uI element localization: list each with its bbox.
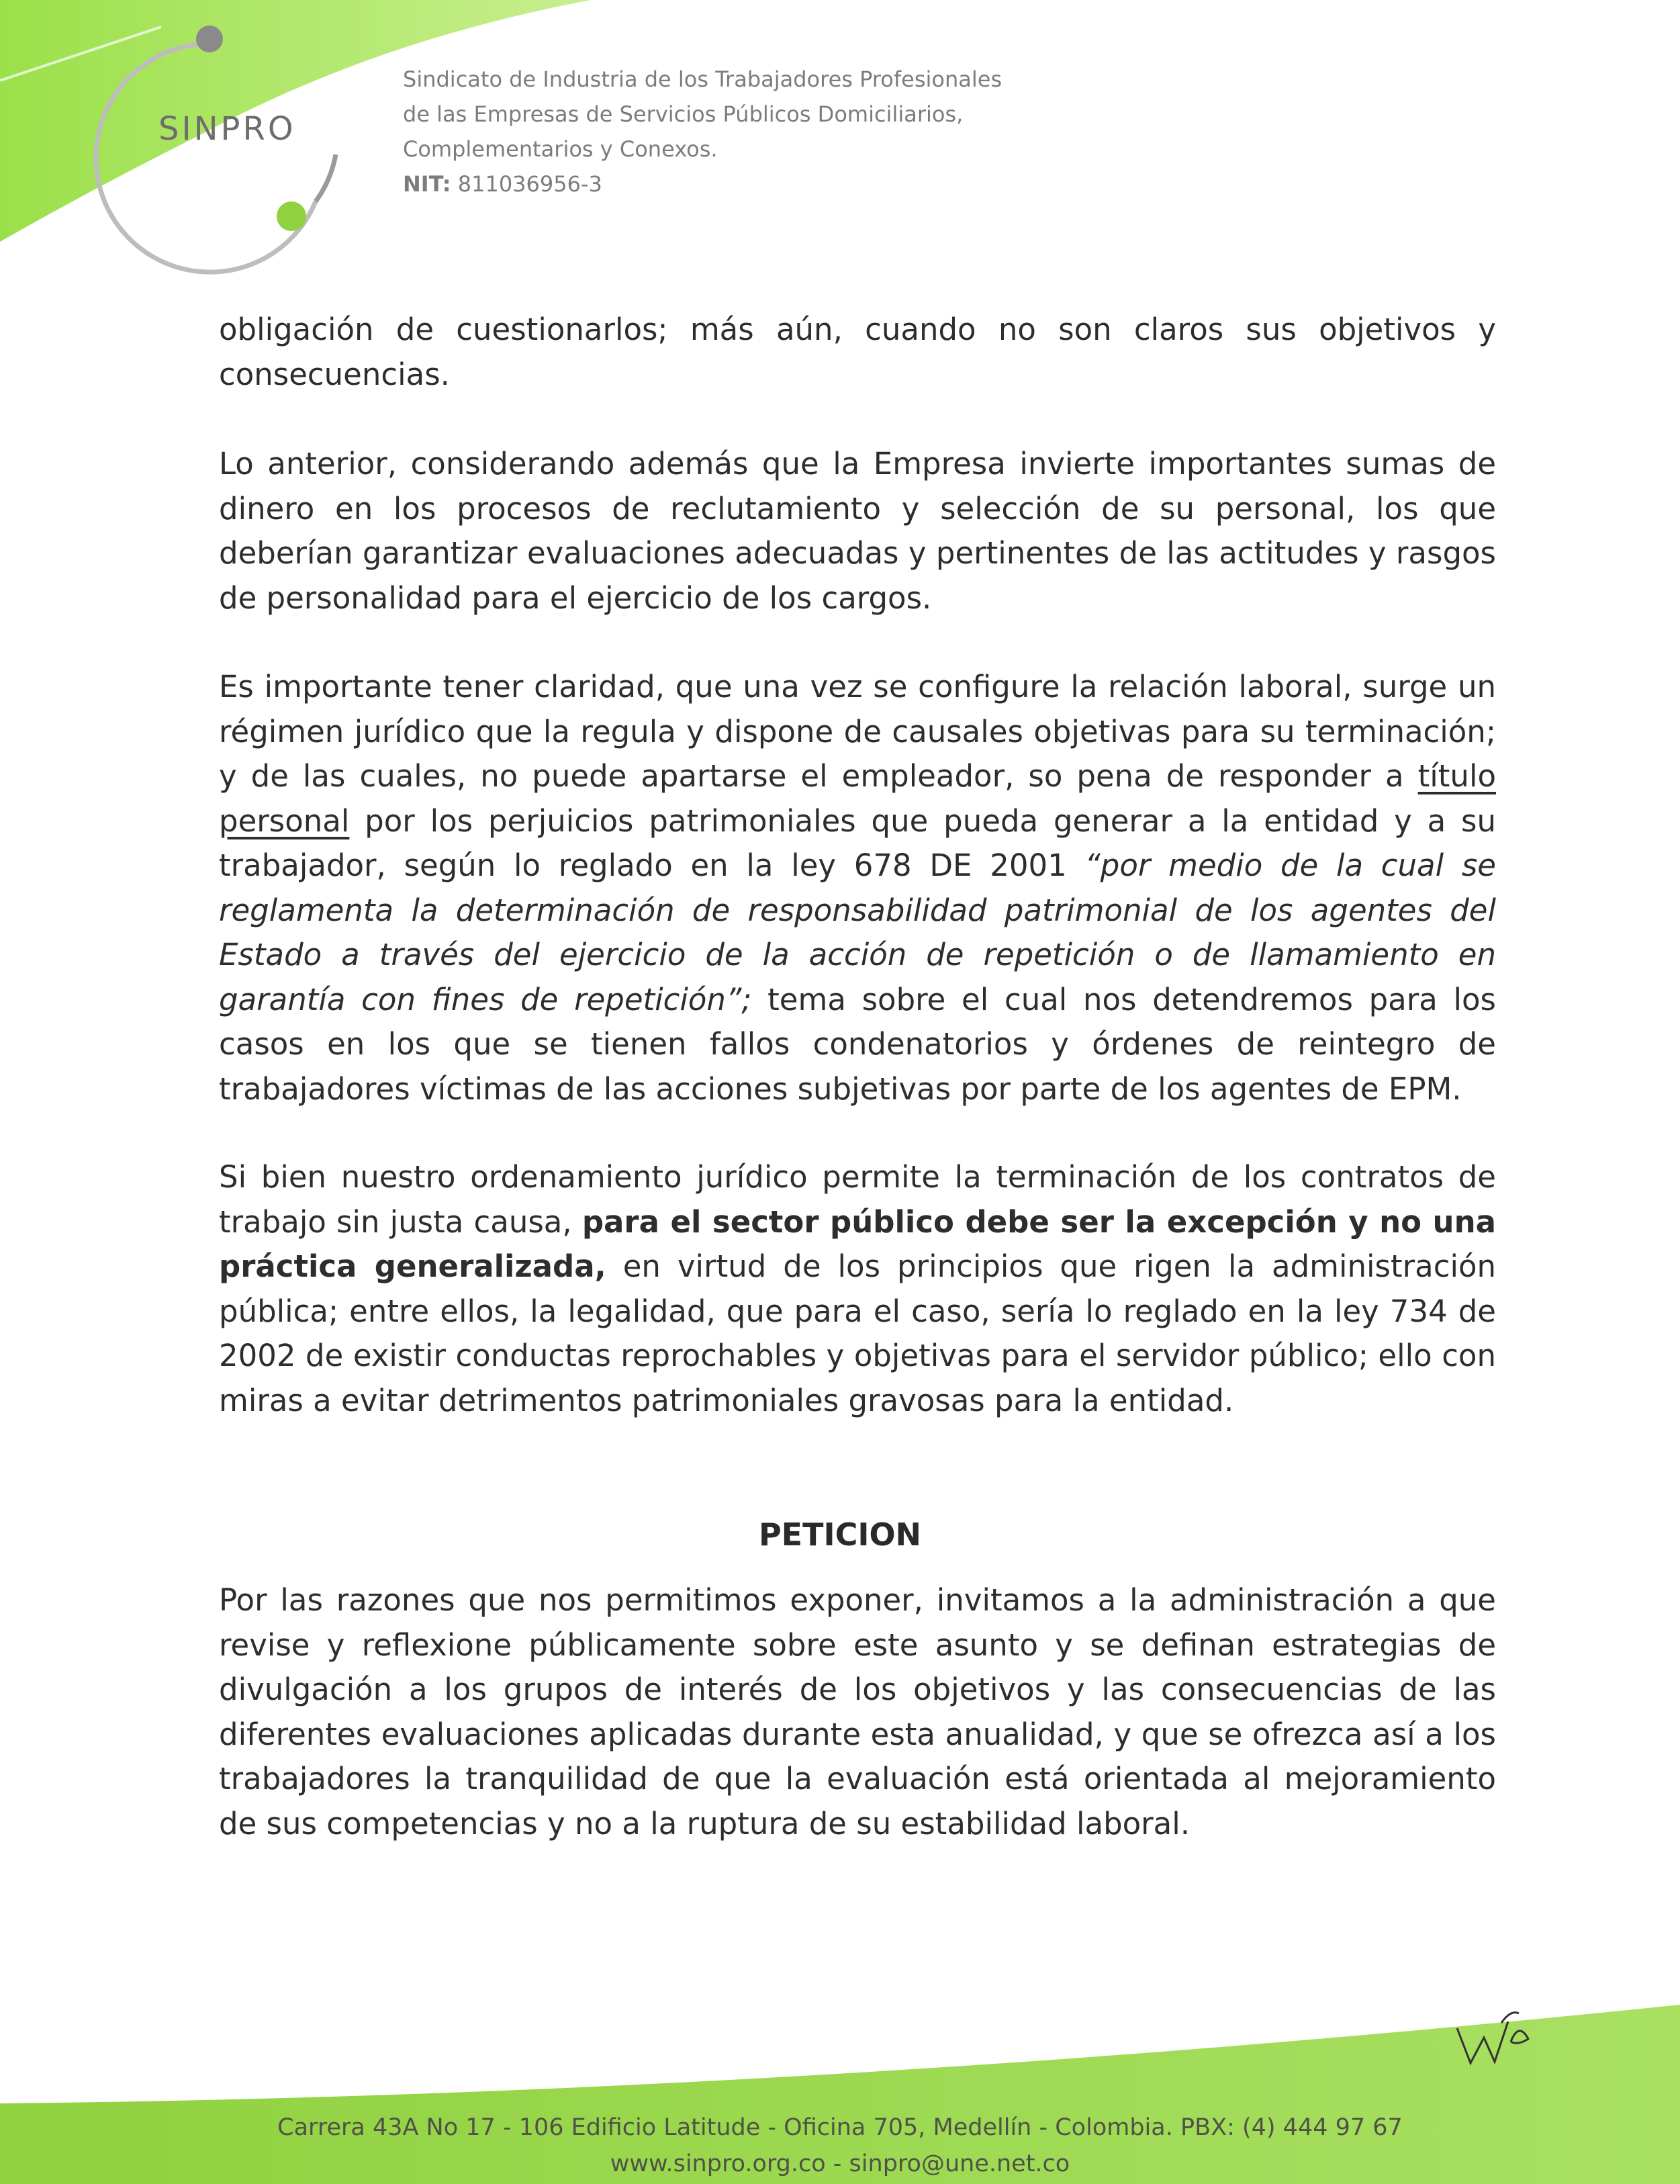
paragraph-4-text-a: Si bien nuestro ordenamiento jurídico permite la terminación de los contratos de trabajo sin justa causa, (219, 1159, 1496, 1240)
paragraph-petition-text: Por las razones que nos permitimos exponer, invitamos a la administración a que revise y reflexione públicamente sobre este asunto y se definan estrategias de divulgación a los grupos de interés de los objetivos y las consecuencias de las diferentes evaluaciones aplicadas durante esta anualidad, y que se ofrezca así a los trabajadores la tranquilidad de que la evaluación está orientada al mejoramiento de sus competencias y no a la ruptura de su estabilidad laboral. (219, 1582, 1496, 1841)
paragraph-3-text-c: tema sobre el cual nos detendremos para los casos en los que se tienen fallos condenatorios y órdenes de reintegro de trabajadores víctimas de las acciones subjetivas por parte de los agentes de EPM. (219, 981, 1497, 1107)
org-name-line3: Complementarios y Conexos. (403, 136, 718, 162)
emphasis-phrase: para el sector público debe ser la excepción y no una práctica generalizada, (219, 1203, 1496, 1284)
paragraph-3-text-a: Es importante tener claridad, que una vez se configure la relación laboral, surge un régimen jurídico que la regula y dispone de causales objetivas para su terminación; y de las cuales, no puede apartarse el empleador, so pena de responder a (219, 669, 1496, 794)
paragraph-3 (219, 665, 1496, 1111)
law-quote: “por medio de la cual se reglamenta la determinación de responsabilidad patrimonial de los agentes del Estado a través del ejercicio de la acción de repetición o de llamamiento en garantía con fines de repetición”; (219, 848, 1496, 1017)
section-title: PETICION (758, 1516, 922, 1553)
nit-value: 811036956-3 (451, 171, 602, 197)
paragraph-1 (219, 308, 1496, 397)
org-name-line2: de las Empresas de Servicios Públicos Domiciliarios, (403, 101, 964, 127)
paragraph-petition (219, 1578, 1496, 1846)
underlined-phrase: título personal (219, 758, 1496, 839)
paragraph-2 (219, 442, 1496, 621)
paragraph-1-text: obligación de cuestionarlos; más aún, cuando no son claros sus objetivos y consecuencias. (219, 312, 1496, 392)
paragraph-3-text-b: por los perjuicios patrimoniales que pueda generar a la entidad y a su trabajador, según lo reglado en la ley 678 DE 2001 (219, 803, 1496, 883)
footer-address: Carrera 43A No 17 - 106 Edificio Latitude - Oficina 705, Medellín - Colombia. PBX: (4) 444 97 67 (277, 2114, 1403, 2141)
paragraph-4 (219, 1155, 1496, 1423)
org-name-line1: Sindicato de Industria de los Trabajadores Profesionales (403, 66, 1002, 92)
nit-line (403, 167, 1002, 201)
logo-wordmark: SINPRO (158, 110, 296, 148)
org-header (403, 62, 1002, 201)
paragraph-4-text-c: en virtud de los principios que rigen la administración pública; entre ellos, la legalidad, que para el caso, sería lo reglado en la ley 734 de 2002 de existir conductas reprochables y objetivas para el servidor público; ello con miras a evitar detrimentos patrimoniales gravosas para la entidad. (219, 1248, 1497, 1418)
footer-contact: www.sinpro.org.co - sinpro@une.net.co (610, 2150, 1070, 2177)
paragraph-2-text: Lo anterior, considerando además que la Empresa invierte importantes sumas de dinero en los procesos de reclutamiento y selección de su personal, los que deberían garantizar evaluaciones adecuadas y pertinentes de las actitudes y rasgos de personalidad para el ejercicio de los cargos. (219, 446, 1496, 616)
nit-label: NIT: (403, 171, 451, 197)
